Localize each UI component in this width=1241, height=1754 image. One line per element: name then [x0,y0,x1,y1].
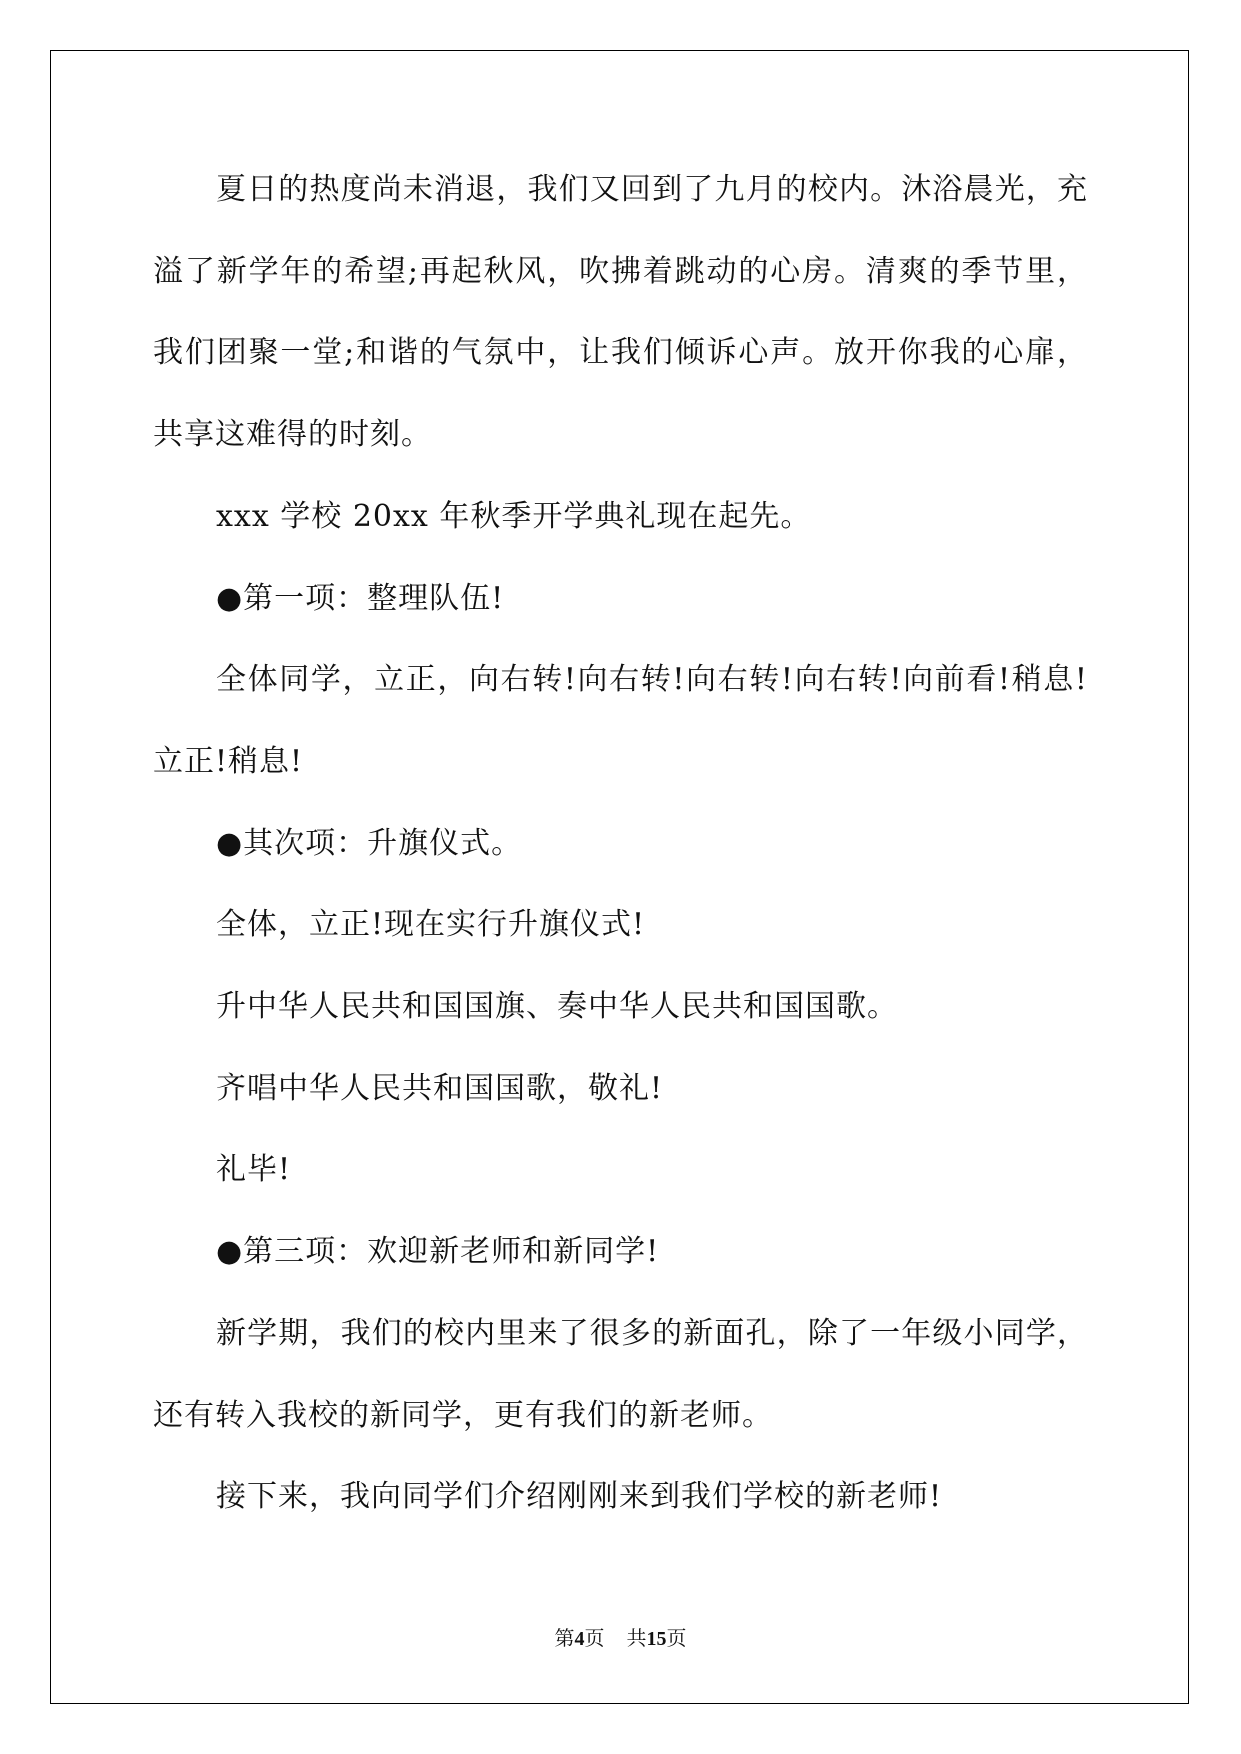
line-up-commands: 全体同学，立正，向右转!向右转!向右转!向右转!向前看!稍息!立正!稍息! [153,662,1088,779]
flag-ceremony-command: 全体，立正!现在实行升旗仪式! [216,907,646,943]
opening-paragraph: 夏日的热度尚未消退，我们又回到了九月的校内。沐浴晨光，充溢了新学年的希望;再起秋风，吹拂着跳动的心房。清爽的季节里，我们团聚一堂;和谐的气氛中，让我们倾诉心声。放开你我的心扉，共享这难得的时刻。 [153,172,1088,453]
page-footer [0,1624,1241,1653]
new-faces-paragraph: 新学期，我们的校内里来了很多的新面孔，除了一年级小同学，还有转入我校的新同学，更有我们的新老师。 [153,1315,1088,1433]
section-heading-1: ●第一项：整理队伍! [216,580,505,616]
total-prefix: 共 [626,1626,647,1650]
page-suffix: 页 [584,1626,605,1650]
page-prefix: 第 [554,1626,575,1650]
introduce-teachers-paragraph: 接下来，我向同学们介绍刚刚来到我们学校的新老师! [216,1479,943,1515]
salute-end-line: 礼毕! [216,1152,292,1188]
document-body [153,149,1088,1538]
total-suffix: 页 [666,1626,687,1650]
total-pages: 15 [646,1628,667,1650]
anthem-line: 齐唱中华人民共和国国歌，敬礼! [216,1070,664,1106]
section-heading-2: ●其次项：升旗仪式。 [216,825,523,861]
page-number: 4 [574,1628,585,1650]
section-heading-3: ●第三项：欢迎新老师和新同学! [216,1234,660,1270]
flag-raising-line: 升中华人民共和国国旗、奏中华人民共和国国歌。 [216,989,898,1025]
ceremony-announcement: xxx 学校 20xx 年秋季开学典礼现在起先。 [216,498,812,534]
